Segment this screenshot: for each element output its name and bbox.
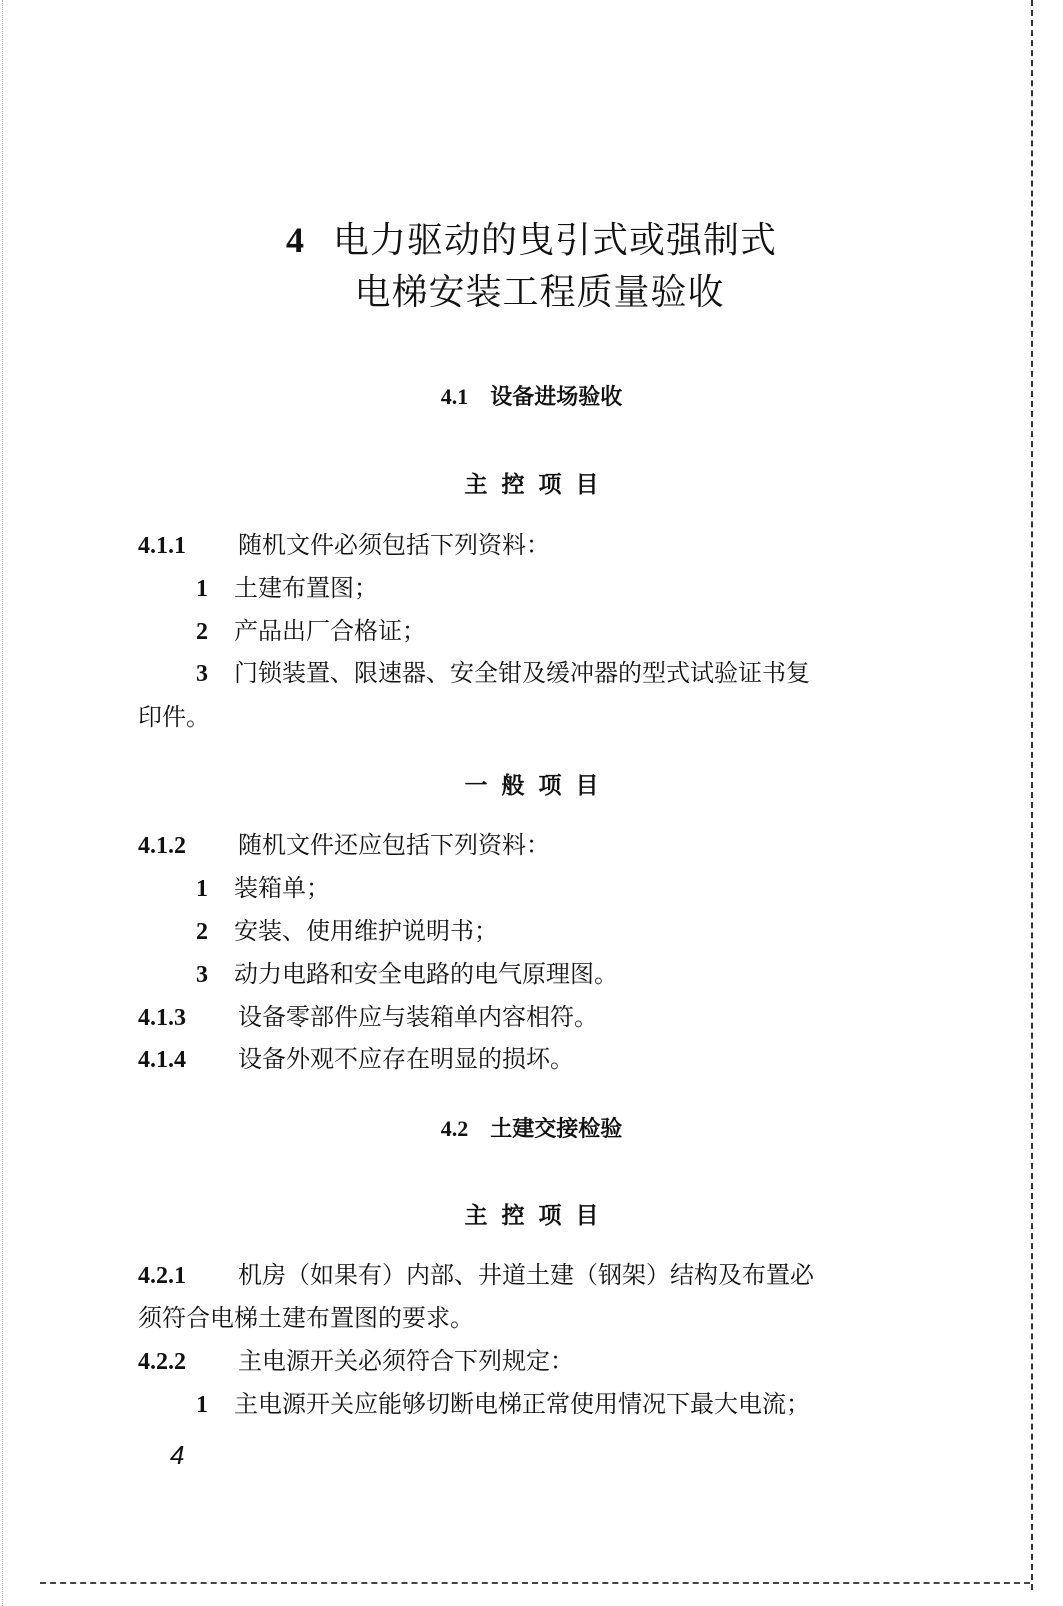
chapter-number: 4 (285, 220, 305, 260)
item-text: 动力电路和安全电路的电气原理图。 (234, 960, 618, 988)
clause-text: 主电源开关必须符合下列规定： (238, 1347, 574, 1375)
clause-text: 随机文件必须包括下列资料： (238, 531, 550, 559)
item-text: 产品出厂合格证； (234, 617, 426, 645)
list-item (196, 1392, 810, 1417)
item-text: 门锁装置、限速器、安全钳及缓冲器的型式试验证书复 (234, 659, 810, 687)
item-text: 土建布置图； (234, 574, 378, 602)
section-number: 4.1 (440, 384, 469, 409)
item-number: 2 (196, 619, 208, 645)
item-number: 1 (196, 1392, 208, 1418)
section-title-text: 设备进场验收 (490, 385, 623, 410)
item-text: 主电源开关应能够切断电梯正常使用情况下最大电流； (234, 1390, 810, 1418)
clause-text: 机房（如果有）内部、井道土建（钢架）结构及布置必 (238, 1261, 814, 1289)
item-number: 1 (196, 876, 208, 902)
section-title-4-2 (0, 1112, 1063, 1143)
clause-number: 4.2.1 (138, 1263, 186, 1289)
item-number: 3 (196, 962, 208, 988)
clause-4-1-3 (138, 1005, 598, 1030)
item-text: 装箱单； (234, 874, 330, 902)
clause-4-2-2 (138, 1349, 574, 1374)
clause-4-1-4 (138, 1047, 574, 1072)
section-number: 4.2 (440, 1116, 469, 1141)
clause-number: 4.1.1 (138, 533, 186, 559)
list-item (196, 876, 330, 901)
list-item (196, 619, 426, 644)
sub-heading-general: 一般项目 (464, 773, 613, 799)
clause-number: 4.1.4 (138, 1047, 186, 1073)
list-item (196, 576, 378, 601)
list-item (196, 919, 498, 944)
clause-text: 设备外观不应存在明显的损坏。 (238, 1045, 574, 1073)
section-title-text: 土建交接检验 (490, 1117, 623, 1142)
chapter-title-line1 (0, 222, 1063, 259)
item-number: 1 (196, 576, 208, 602)
sub-heading-main-control: 主控项目 (464, 1203, 613, 1229)
clause-4-1-1 (138, 533, 550, 558)
list-item-continuation: 印件。 (138, 703, 210, 731)
page-number: 4 (170, 1440, 185, 1470)
clause-text: 设备零部件应与装箱单内容相符。 (238, 1003, 598, 1031)
sub-heading-main-control: 主控项目 (464, 472, 613, 498)
clause-4-1-2 (138, 833, 550, 858)
clause-continuation: 须符合电梯土建布置图的要求。 (138, 1304, 474, 1332)
section-title-4-1 (0, 380, 1063, 411)
chapter-title-text: 电力驱动的曳引式或强制式 (332, 220, 777, 261)
chapter-title-line2: 电梯安装工程质量验收 (354, 272, 725, 313)
list-item (196, 661, 810, 686)
list-item (196, 962, 618, 987)
clause-number: 4.1.2 (138, 833, 186, 859)
clause-4-2-1 (138, 1263, 814, 1288)
item-text: 安装、使用维护说明书； (234, 917, 498, 945)
clause-text: 随机文件还应包括下列资料： (238, 831, 550, 859)
item-number: 2 (196, 919, 208, 945)
scan-bottom-edge (40, 1582, 1030, 1584)
item-number: 3 (196, 661, 208, 687)
clause-number: 4.2.2 (138, 1349, 186, 1375)
clause-number: 4.1.3 (138, 1005, 186, 1031)
